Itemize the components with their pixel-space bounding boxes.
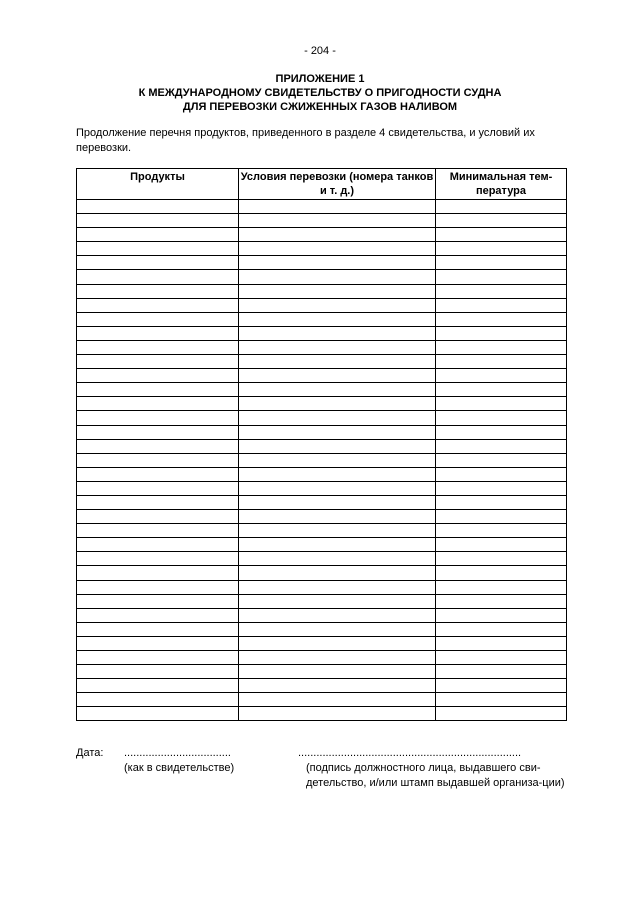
table-cell — [77, 636, 239, 650]
title-line-1: ПРИЛОЖЕНИЕ 1 — [275, 73, 365, 85]
table-cell — [436, 411, 567, 425]
table-cell — [77, 425, 239, 439]
table-row — [77, 453, 567, 467]
table-cell — [436, 467, 567, 481]
table-row — [77, 270, 567, 284]
table-cell — [239, 411, 436, 425]
table-cell — [239, 552, 436, 566]
table-cell — [77, 439, 239, 453]
table-row — [77, 467, 567, 481]
table-cell — [77, 524, 239, 538]
table-cell — [239, 312, 436, 326]
table-cell — [436, 340, 567, 354]
table-cell — [436, 495, 567, 509]
table-cell — [436, 453, 567, 467]
table-row — [77, 481, 567, 495]
table-cell — [77, 256, 239, 270]
table-cell — [77, 228, 239, 242]
table-row — [77, 326, 567, 340]
table-cell — [77, 355, 239, 369]
table-cell — [77, 538, 239, 552]
table-cell — [77, 608, 239, 622]
signature-note: (подпись должностного лица, выдавшего сви-детельство, и/или штамп выдавшей организа-ции) — [306, 762, 565, 789]
table-row — [77, 495, 567, 509]
title-line-3: ДЛЯ ПЕРЕВОЗКИ СЖИЖЕННЫХ ГАЗОВ НАЛИВОМ — [182, 101, 458, 113]
table-row — [77, 242, 567, 256]
table-row — [77, 214, 567, 228]
table-cell — [436, 355, 567, 369]
table-row — [77, 636, 567, 650]
table-cell — [239, 200, 436, 214]
signature-field: ......................................................................... — [298, 747, 522, 759]
table-cell — [239, 397, 436, 411]
table-row — [77, 256, 567, 270]
table-header-row — [77, 169, 567, 200]
table-row — [77, 693, 567, 707]
table-cell — [436, 270, 567, 284]
table-cell — [77, 284, 239, 298]
table-cell — [239, 622, 436, 636]
table-cell — [436, 369, 567, 383]
table-cell — [77, 453, 239, 467]
header-products: Продукты — [77, 169, 239, 200]
table-row — [77, 284, 567, 298]
table-cell — [77, 270, 239, 284]
header-min-temperature: Минимальная тем-пература — [436, 169, 567, 200]
table-cell — [436, 552, 567, 566]
table-cell — [239, 340, 436, 354]
table-cell — [436, 425, 567, 439]
table-row — [77, 665, 567, 679]
header-conditions: Условия перевозки (номера танков и т. д.) — [239, 169, 436, 200]
table-cell — [436, 312, 567, 326]
table-cell — [77, 383, 239, 397]
table-cell — [77, 298, 239, 312]
table-cell — [239, 510, 436, 524]
table-row — [77, 369, 567, 383]
table-cell — [436, 538, 567, 552]
table-row — [77, 340, 567, 354]
table-row — [77, 566, 567, 580]
table-cell — [239, 425, 436, 439]
table-cell — [239, 228, 436, 242]
table-cell — [239, 355, 436, 369]
table-cell — [239, 439, 436, 453]
table-cell — [239, 481, 436, 495]
table-cell — [436, 651, 567, 665]
table-cell — [239, 665, 436, 679]
table-cell — [77, 566, 239, 580]
table-row — [77, 312, 567, 326]
table-row — [77, 580, 567, 594]
table-cell — [77, 214, 239, 228]
table-row — [77, 425, 567, 439]
table-cell — [436, 580, 567, 594]
table-cell — [436, 608, 567, 622]
table-body — [77, 200, 567, 721]
table-cell — [239, 467, 436, 481]
table-row — [77, 298, 567, 312]
table-cell — [77, 242, 239, 256]
table-cell — [239, 580, 436, 594]
date-note: (как в свидетельстве) — [124, 762, 235, 774]
table-cell — [77, 312, 239, 326]
table-cell — [239, 566, 436, 580]
table-cell — [239, 636, 436, 650]
table-cell — [77, 679, 239, 693]
table-cell — [77, 397, 239, 411]
table-row — [77, 397, 567, 411]
table-cell — [77, 707, 239, 721]
table-row — [77, 594, 567, 608]
table-row — [77, 679, 567, 693]
table-cell — [436, 636, 567, 650]
table-cell — [436, 707, 567, 721]
table-cell — [239, 524, 436, 538]
table-row — [77, 439, 567, 453]
table-cell — [436, 284, 567, 298]
document-title — [0, 72, 640, 114]
date-field: ................................... — [124, 747, 231, 759]
table-row — [77, 510, 567, 524]
table-row — [77, 200, 567, 214]
table-cell — [239, 242, 436, 256]
table-cell — [77, 594, 239, 608]
table-cell — [436, 383, 567, 397]
table-cell — [239, 608, 436, 622]
date-label: Дата: — [76, 747, 104, 759]
table-cell — [239, 369, 436, 383]
table-cell — [77, 651, 239, 665]
table-cell — [436, 200, 567, 214]
table-cell — [77, 326, 239, 340]
table-cell — [436, 214, 567, 228]
table-cell — [239, 693, 436, 707]
title-line-2: К МЕЖДУНАРОДНОМУ СВИДЕТЕЛЬСТВУ О ПРИГОДНОСТИ СУДНА — [138, 87, 502, 99]
table-cell — [436, 228, 567, 242]
table-cell — [239, 453, 436, 467]
table-cell — [77, 510, 239, 524]
table-cell — [77, 369, 239, 383]
table-cell — [436, 439, 567, 453]
table-cell — [239, 326, 436, 340]
table-row — [77, 608, 567, 622]
table-cell — [436, 242, 567, 256]
intro-paragraph: Продолжение перечня продуктов, приведенного в разделе 4 свидетельства, и условий их перевозки. — [76, 127, 535, 154]
table-row — [77, 707, 567, 721]
table-cell — [436, 594, 567, 608]
table-cell — [77, 411, 239, 425]
table-cell — [239, 495, 436, 509]
table-cell — [77, 552, 239, 566]
table-cell — [239, 270, 436, 284]
table-cell — [436, 256, 567, 270]
table-cell — [436, 510, 567, 524]
table-cell — [239, 256, 436, 270]
table-cell — [436, 693, 567, 707]
table-cell — [77, 467, 239, 481]
table-row — [77, 228, 567, 242]
table-cell — [239, 538, 436, 552]
table-row — [77, 552, 567, 566]
table-cell — [77, 622, 239, 636]
table-cell — [239, 383, 436, 397]
table-row — [77, 524, 567, 538]
table-cell — [239, 594, 436, 608]
table-row — [77, 622, 567, 636]
table-cell — [77, 495, 239, 509]
table-cell — [77, 481, 239, 495]
table-cell — [436, 397, 567, 411]
table-cell — [436, 481, 567, 495]
page-number: - 204 - — [304, 45, 336, 57]
table-cell — [436, 524, 567, 538]
table-row — [77, 411, 567, 425]
table-cell — [436, 326, 567, 340]
table-cell — [77, 200, 239, 214]
table-cell — [77, 693, 239, 707]
table-row — [77, 538, 567, 552]
table-cell — [239, 707, 436, 721]
table-cell — [77, 665, 239, 679]
table-cell — [239, 651, 436, 665]
table-cell — [239, 284, 436, 298]
table-cell — [436, 679, 567, 693]
table-cell — [77, 340, 239, 354]
table-cell — [239, 298, 436, 312]
table-cell — [436, 298, 567, 312]
table-row — [77, 355, 567, 369]
table-cell — [77, 580, 239, 594]
table-cell — [436, 622, 567, 636]
table-cell — [436, 665, 567, 679]
products-table — [76, 168, 567, 721]
table-cell — [436, 566, 567, 580]
table-cell — [239, 679, 436, 693]
table-row — [77, 651, 567, 665]
table-cell — [239, 214, 436, 228]
table-row — [77, 383, 567, 397]
